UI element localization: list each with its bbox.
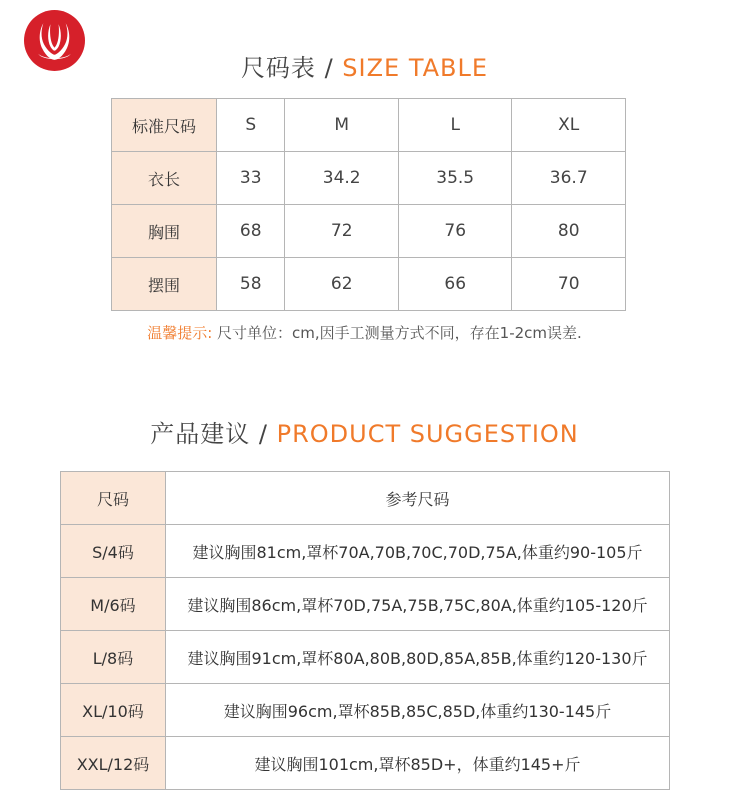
size-table — [111, 98, 626, 311]
table-cell: 建议胸围101cm,罩杯85D+，体重约145+斤 — [166, 737, 670, 790]
table-cell: 35.5 — [398, 152, 512, 205]
note-text: 尺寸单位：cm,因手工测量方式不同，存在1-2cm误差. — [217, 324, 582, 342]
note-hint: 温馨提示: — [147, 324, 213, 342]
row-label-size: L/8码 — [61, 631, 166, 684]
table-cell: 68 — [217, 205, 285, 258]
suggestion-title — [0, 414, 729, 449]
table-row — [61, 631, 670, 684]
header-cell-m: M — [285, 99, 399, 152]
table-row-length — [112, 152, 626, 205]
header-cell-xl: XL — [512, 99, 626, 152]
table-row — [61, 737, 670, 790]
table-row-chest — [112, 205, 626, 258]
header-cell-size: 尺码 — [61, 472, 166, 525]
suggestion-title-en: PRODUCT SUGGESTION — [276, 420, 579, 448]
measurement-note — [0, 322, 729, 343]
header-cell-standard-size: 标准尺码 — [112, 99, 217, 152]
table-cell: 建议胸围96cm,罩杯85B,85C,85D,体重约130-145斤 — [166, 684, 670, 737]
row-label-size: XL/10码 — [61, 684, 166, 737]
table-cell: 62 — [285, 258, 399, 311]
header-cell-l: L — [398, 99, 512, 152]
table-cell: 建议胸围91cm,罩杯80A,80B,80D,85A,85B,体重约120-130斤 — [166, 631, 670, 684]
size-table-title-en: SIZE TABLE — [342, 54, 489, 82]
table-cell: 70 — [512, 258, 626, 311]
table-cell: 58 — [217, 258, 285, 311]
row-label-hem: 摆围 — [112, 258, 217, 311]
table-cell: 66 — [398, 258, 512, 311]
table-row — [61, 578, 670, 631]
row-label-size: M/6码 — [61, 578, 166, 631]
table-cell: 76 — [398, 205, 512, 258]
row-label-length: 衣长 — [112, 152, 217, 205]
size-table-title — [0, 48, 729, 83]
row-label-size: S/4码 — [61, 525, 166, 578]
table-cell: 34.2 — [285, 152, 399, 205]
table-cell: 建议胸围81cm,罩杯70A,70B,70C,70D,75A,体重约90-105斤 — [166, 525, 670, 578]
size-table-header-row — [112, 99, 626, 152]
row-label-chest: 胸围 — [112, 205, 217, 258]
suggestion-table — [60, 471, 670, 790]
table-cell: 36.7 — [512, 152, 626, 205]
table-cell: 72 — [285, 205, 399, 258]
suggestion-header-row — [61, 472, 670, 525]
table-row — [61, 525, 670, 578]
header-cell-reference: 参考尺码 — [166, 472, 670, 525]
table-row — [61, 684, 670, 737]
table-row-hem — [112, 258, 626, 311]
suggestion-title-zh: 产品建议 / — [150, 420, 268, 448]
table-cell: 建议胸围86cm,罩杯70D,75A,75B,75C,80A,体重约105-120斤 — [166, 578, 670, 631]
table-cell: 80 — [512, 205, 626, 258]
size-table-title-zh: 尺码表 / — [240, 54, 334, 82]
table-cell: 33 — [217, 152, 285, 205]
row-label-size: XXL/12码 — [61, 737, 166, 790]
header-cell-s: S — [217, 99, 285, 152]
